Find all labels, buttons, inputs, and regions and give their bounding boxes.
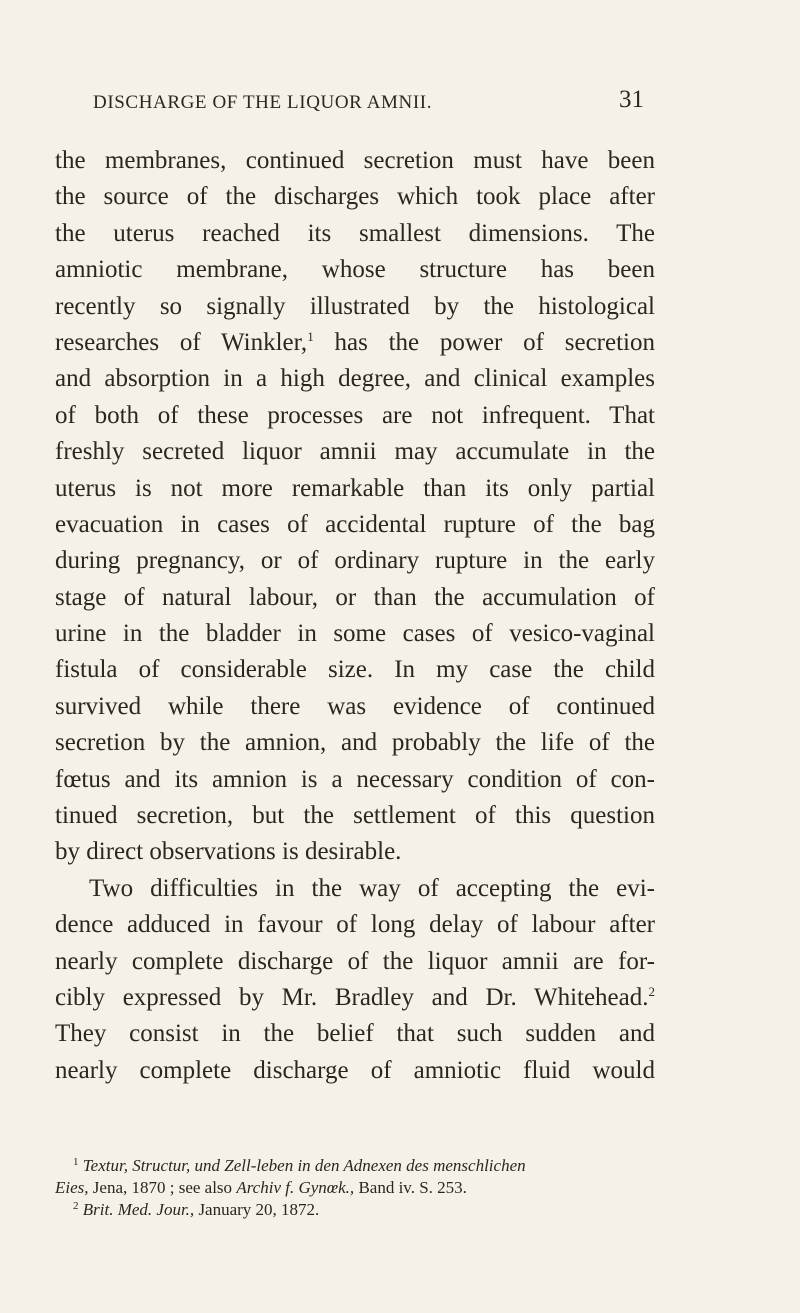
text-line: dence adduced in favour of long delay of labour after [55, 911, 655, 939]
text-line: during pregnancy, or of ordinary rupture in the early [55, 547, 655, 575]
text-line: of both of these processes are not infrequent. That [55, 401, 655, 429]
text-line: the source of the discharges which took place after [55, 183, 655, 211]
running-title: DISCHARGE OF THE LIQUOR AMNII. [93, 92, 433, 113]
text-line: tinued secretion, but the settlement of this question [55, 802, 655, 830]
running-head [60, 86, 660, 120]
footnote-text: January 20, 1872. [194, 1200, 320, 1219]
footnote-title: Brit. Med. Jour., [82, 1200, 195, 1219]
text-line: and absorption in a high degree, and clinical examples [55, 365, 655, 393]
text-line: Two difficulties in the way of accepting the evi- [89, 874, 655, 902]
text-line: survived while there was evidence of continued [55, 692, 655, 720]
text-line: the membranes, continued secretion must have been [55, 147, 655, 174]
footnote-title: Eies, [55, 1178, 89, 1197]
text-line: fœtus and its amnion is a necessary condition of con- [55, 765, 655, 793]
text-line: stage of natural labour, or than the accumulation of [55, 583, 655, 611]
footnote-ref: 1 [307, 328, 314, 344]
text-line: the uterus reached its smallest dimensions. The [55, 219, 655, 247]
footnote-ref: 2 [648, 983, 655, 999]
text-line: secretion by the amnion, and probably the life of the [55, 729, 655, 757]
text-line: nearly complete discharge of amniotic fluid would [55, 1056, 655, 1084]
text-line: urine in the bladder in some cases of vesico-vaginal [55, 620, 655, 648]
footnote-text: Band iv. S. 253. [354, 1178, 467, 1197]
footnote-2 [55, 1199, 685, 1221]
page-number: 31 [619, 86, 644, 113]
body-text [55, 143, 655, 1089]
footnote-1 [55, 1155, 685, 1177]
text-line: uterus is not more remarkable than its only partial [55, 474, 655, 502]
text-line: amniotic membrane, whose structure has been [55, 256, 655, 284]
text-line [55, 980, 655, 1016]
text-line-part: cibly expressed by Mr. Bradley and Dr. Whitehead. [55, 983, 649, 1011]
text-line: freshly secreted liquor amnii may accumulate in the [55, 438, 655, 466]
text-line: fistula of considerable size. In my case the child [55, 656, 655, 684]
text-line-part: researches of Winkler, [55, 328, 308, 356]
footnote-title: Archiv f. Gynœk., [236, 1178, 355, 1197]
footnote-title: Textur, Structur, und Zell-leben in den Adnexen des menschlichen [82, 1156, 526, 1175]
footnote-text: Jena, 1870 ; see also [88, 1178, 237, 1197]
footnote-mark: 1 [73, 1156, 79, 1168]
footnotes [55, 1155, 685, 1221]
text-line-part: has the power of secretion [313, 328, 655, 356]
text-line: by direct observations is desirable. [55, 838, 402, 866]
text-line: nearly complete discharge of the liquor amnii are for- [55, 947, 655, 975]
text-line: recently so signally illustrated by the histological [55, 292, 655, 320]
text-line: They consist in the belief that such sudden and [55, 1020, 655, 1048]
text-line [55, 325, 655, 361]
footnote-1-continued [55, 1177, 685, 1199]
footnote-mark: 2 [73, 1200, 79, 1212]
text-line: evacuation in cases of accidental rupture of the bag [55, 510, 655, 538]
